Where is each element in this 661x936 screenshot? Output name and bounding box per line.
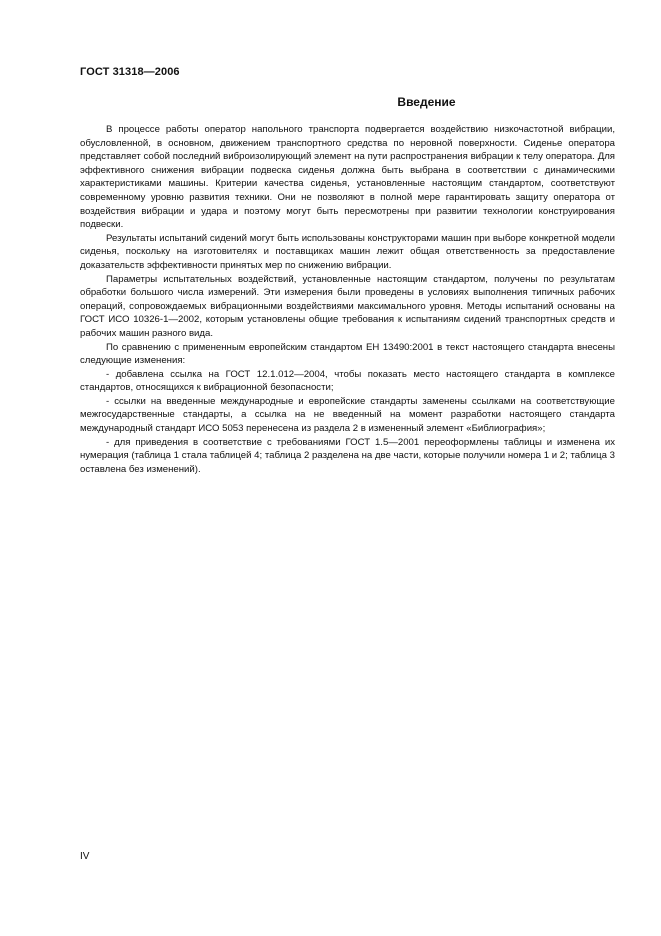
body-text [80, 123, 615, 476]
standard-code-header: ГОСТ 31318—2006 [80, 66, 180, 78]
list-item-change-3: - для приведения в соответствие с требованиями ГОСТ 1.5—2001 переоформлены таблицы и изменена их нумерация (таблица 1 стала таблицей 4; таблица 2 разделена на две части, которые получили номера 1 и 2; таблица 3 оставлена без изменений). [80, 436, 615, 475]
page-number: IV [80, 851, 90, 862]
paragraph-intro: В процессе работы оператор напольного транспорта подвергается воздействию низкочастотной вибрации, обусловленной, в основном, движением транспортного средства по неровной поверхности. Сиденье оператора представляет собой последний виброизолирующий элемент на пути распространения вибрации к телу оператора. Для эффективного снижения вибрации подвеска сиденья должна быть выбрана в соответствии с динамическими характеристиками машины. Критерии качества сиденья, установленные настоящим стандартом, соответствуют современному уровню развития техники. Они не позволяют в полной мере гарантировать защиту оператора от воздействия вибрации и удара и поэтому могут быть пересмотрены при развитии технологии конструирования подвески. [80, 124, 615, 231]
section-title: Введение [397, 95, 456, 109]
list-item-change-1: - добавлена ссылка на ГОСТ 12.1.012—2004, чтобы показать место настоящего стандарта в комплексе стандартов, относящихся к вибрационной безопасности; [80, 368, 615, 394]
section-title-wrapper [80, 95, 615, 109]
paragraph-test-parameters: Параметры испытательных воздействий, установленные настоящим стандартом, получены по результатам обработки большого числа измерений. Эти измерения были проведены в условиях выполнения типичных рабочих операций, сопровождаемых вибрационными воздействиями максимального уровня. Методы испытаний основаны на ГОСТ ИСО 10326-1—2002, которым установлены общие требования к испытаниям сидений транспортных средств и рабочих машин разного вида. [80, 273, 615, 339]
list-item-change-2: - ссылки на введенные международные и европейские стандарты заменены ссылками на соответствующие межгосударственные стандарты, а ссылка на не введенный на момент разработки настоящего стандарта международный стандарт ИСО 5053 перенесена из раздела 2 в измененный элемент «Библиография»; [80, 395, 615, 435]
paragraph-test-results: Результаты испытаний сидений могут быть использованы конструкторами машин при выборе конкретной модели сиденья, поскольку на изготовителях и поставщиках машин лежит общая ответственность за предоставление доказательств эффективности принятых мер по снижению вибрации. [80, 232, 615, 271]
paragraph-changes-intro: По сравнению с примененным европейским стандартом ЕН 13490:2001 в текст настоящего стандарта внесены следующие изменения: [80, 341, 615, 367]
